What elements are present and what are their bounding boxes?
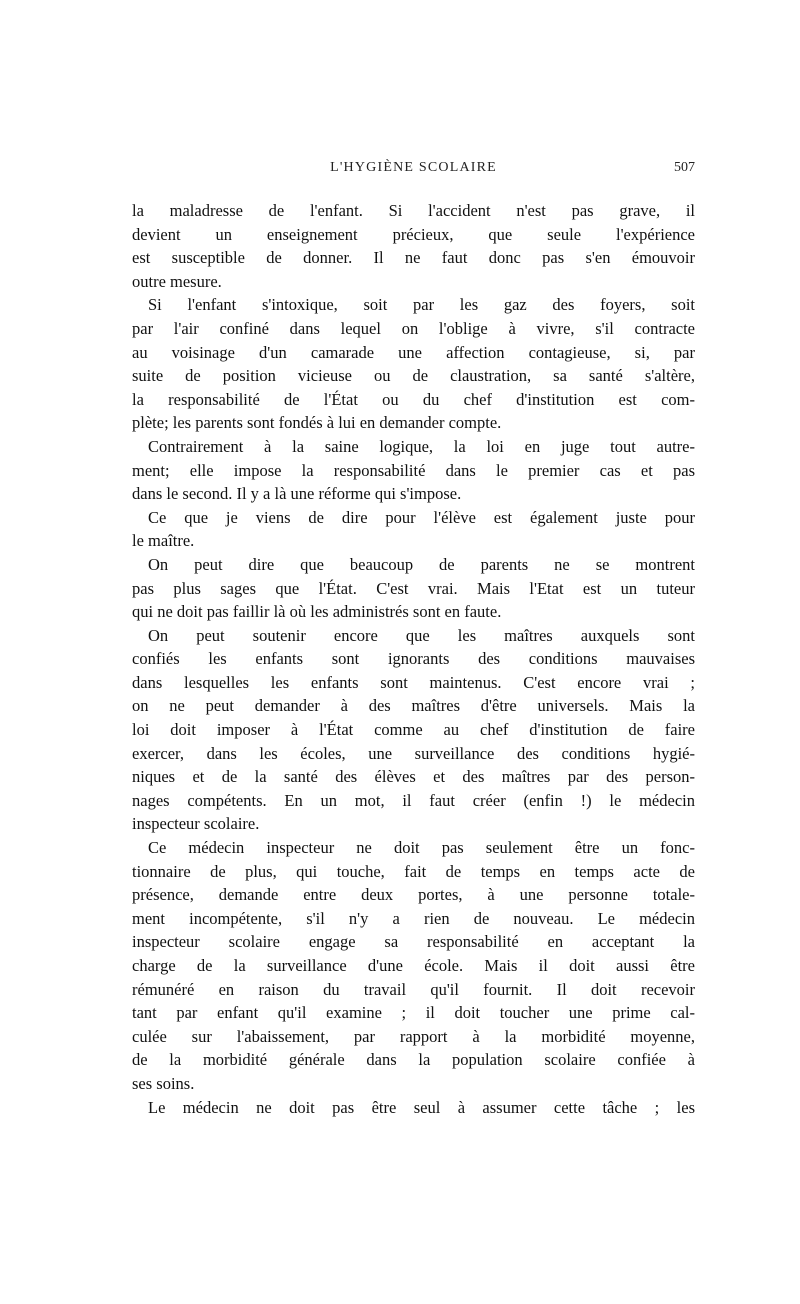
text-line: On peut dire que beaucoup de parents ne se montrent: [148, 554, 695, 574]
text-line: Contrairement à la saine logique, la loi en juge tout autre-: [148, 436, 695, 456]
text-line: on ne peut demander à des maîtres d'être universels. Mais la: [132, 696, 695, 716]
running-head: [132, 160, 695, 184]
text-line: culée sur l'abaissement, par rapport à la morbidité moyenne,: [132, 1026, 695, 1046]
text-line: Le médecin ne doit pas être seul à assumer cette tâche ; les: [148, 1097, 695, 1117]
text-line: niques et de la santé des élèves et des maîtres par des person-: [132, 767, 695, 787]
text-line: par l'air confiné dans lequel on l'oblige à vivre, s'il contracte: [132, 318, 695, 338]
text-line: au voisinage d'un camarade une affection contagieuse, si, par: [132, 342, 695, 362]
text-line: de la morbidité générale dans la population scolaire confiée à: [132, 1050, 695, 1070]
text-line: plète; les parents sont fondés à lui en demander compte.: [132, 413, 502, 433]
text-line: Ce que je viens de dire pour l'élève est également juste pour: [148, 507, 695, 527]
text-line: outre mesure.: [132, 271, 222, 291]
page-number: 507: [674, 160, 695, 175]
text-line: la maladresse de l'enfant. Si l'accident n'est pas grave, il: [132, 201, 695, 220]
text-line: rémunéré en raison du travail qu'il fournit. Il doit recevoir: [132, 979, 695, 999]
text-line: tant par enfant qu'il examine ; il doit toucher une prime cal-: [132, 1003, 695, 1023]
body-text: [132, 199, 695, 1119]
text-line: confiés les enfants sont ignorants des conditions mauvaises: [132, 649, 695, 669]
text-line: devient un enseignement précieux, que seule l'expérience: [132, 224, 695, 244]
running-title: L'HYGIÈNE SCOLAIRE: [330, 160, 497, 175]
text-line: dans le second. Il y a là une réforme qui s'impose.: [132, 484, 462, 504]
text-line: exercer, dans les écoles, une surveillance des conditions hygié-: [132, 743, 695, 763]
text-line: inspecteur scolaire.: [132, 814, 260, 834]
text-line: inspecteur scolaire engage sa responsabilité en acceptant la: [132, 932, 695, 952]
text-line: charge de la surveillance d'une école. Mais il doit aussi être: [132, 956, 695, 975]
text-line: nages compétents. En un mot, il faut créer (enfin !) le médecin: [132, 790, 695, 810]
text-line: ment; elle impose la responsabilité dans le premier cas et pas: [132, 460, 695, 480]
text-line: qui ne doit pas faillir là où les administrés sont en faute.: [132, 602, 502, 622]
text-line: On peut soutenir encore que les maîtres auxquels sont: [148, 625, 695, 645]
text-line: ment incompétente, s'il n'y a rien de nouveau. Le médecin: [132, 908, 695, 928]
text-line: Ce médecin inspecteur ne doit pas seulement être un fonc-: [148, 838, 695, 858]
text-line: le maître.: [132, 531, 195, 551]
text-line: pas plus sages que l'État. C'est vrai. Mais l'Etat est un tuteur: [132, 578, 695, 598]
text-line: est susceptible de donner. Il ne faut donc pas s'en émouvoir: [132, 248, 695, 268]
text-line: dans lesquelles les enfants sont maintenus. C'est encore vrai ;: [132, 672, 695, 692]
text-line: présence, demande entre deux portes, à une personne totale-: [132, 885, 695, 905]
text-line: ses soins.: [132, 1073, 195, 1093]
text-line: suite de position vicieuse ou de claustration, sa santé s'altère,: [132, 366, 695, 386]
text-line: Si l'enfant s'intoxique, soit par les gaz des foyers, soit: [148, 295, 695, 315]
text-line: tionnaire de plus, qui touche, fait de temps en temps acte de: [132, 861, 695, 881]
text-line: loi doit imposer à l'État comme au chef d'institution de faire: [132, 720, 695, 740]
text-line: la responsabilité de l'État ou du chef d'institution est com-: [132, 389, 695, 409]
